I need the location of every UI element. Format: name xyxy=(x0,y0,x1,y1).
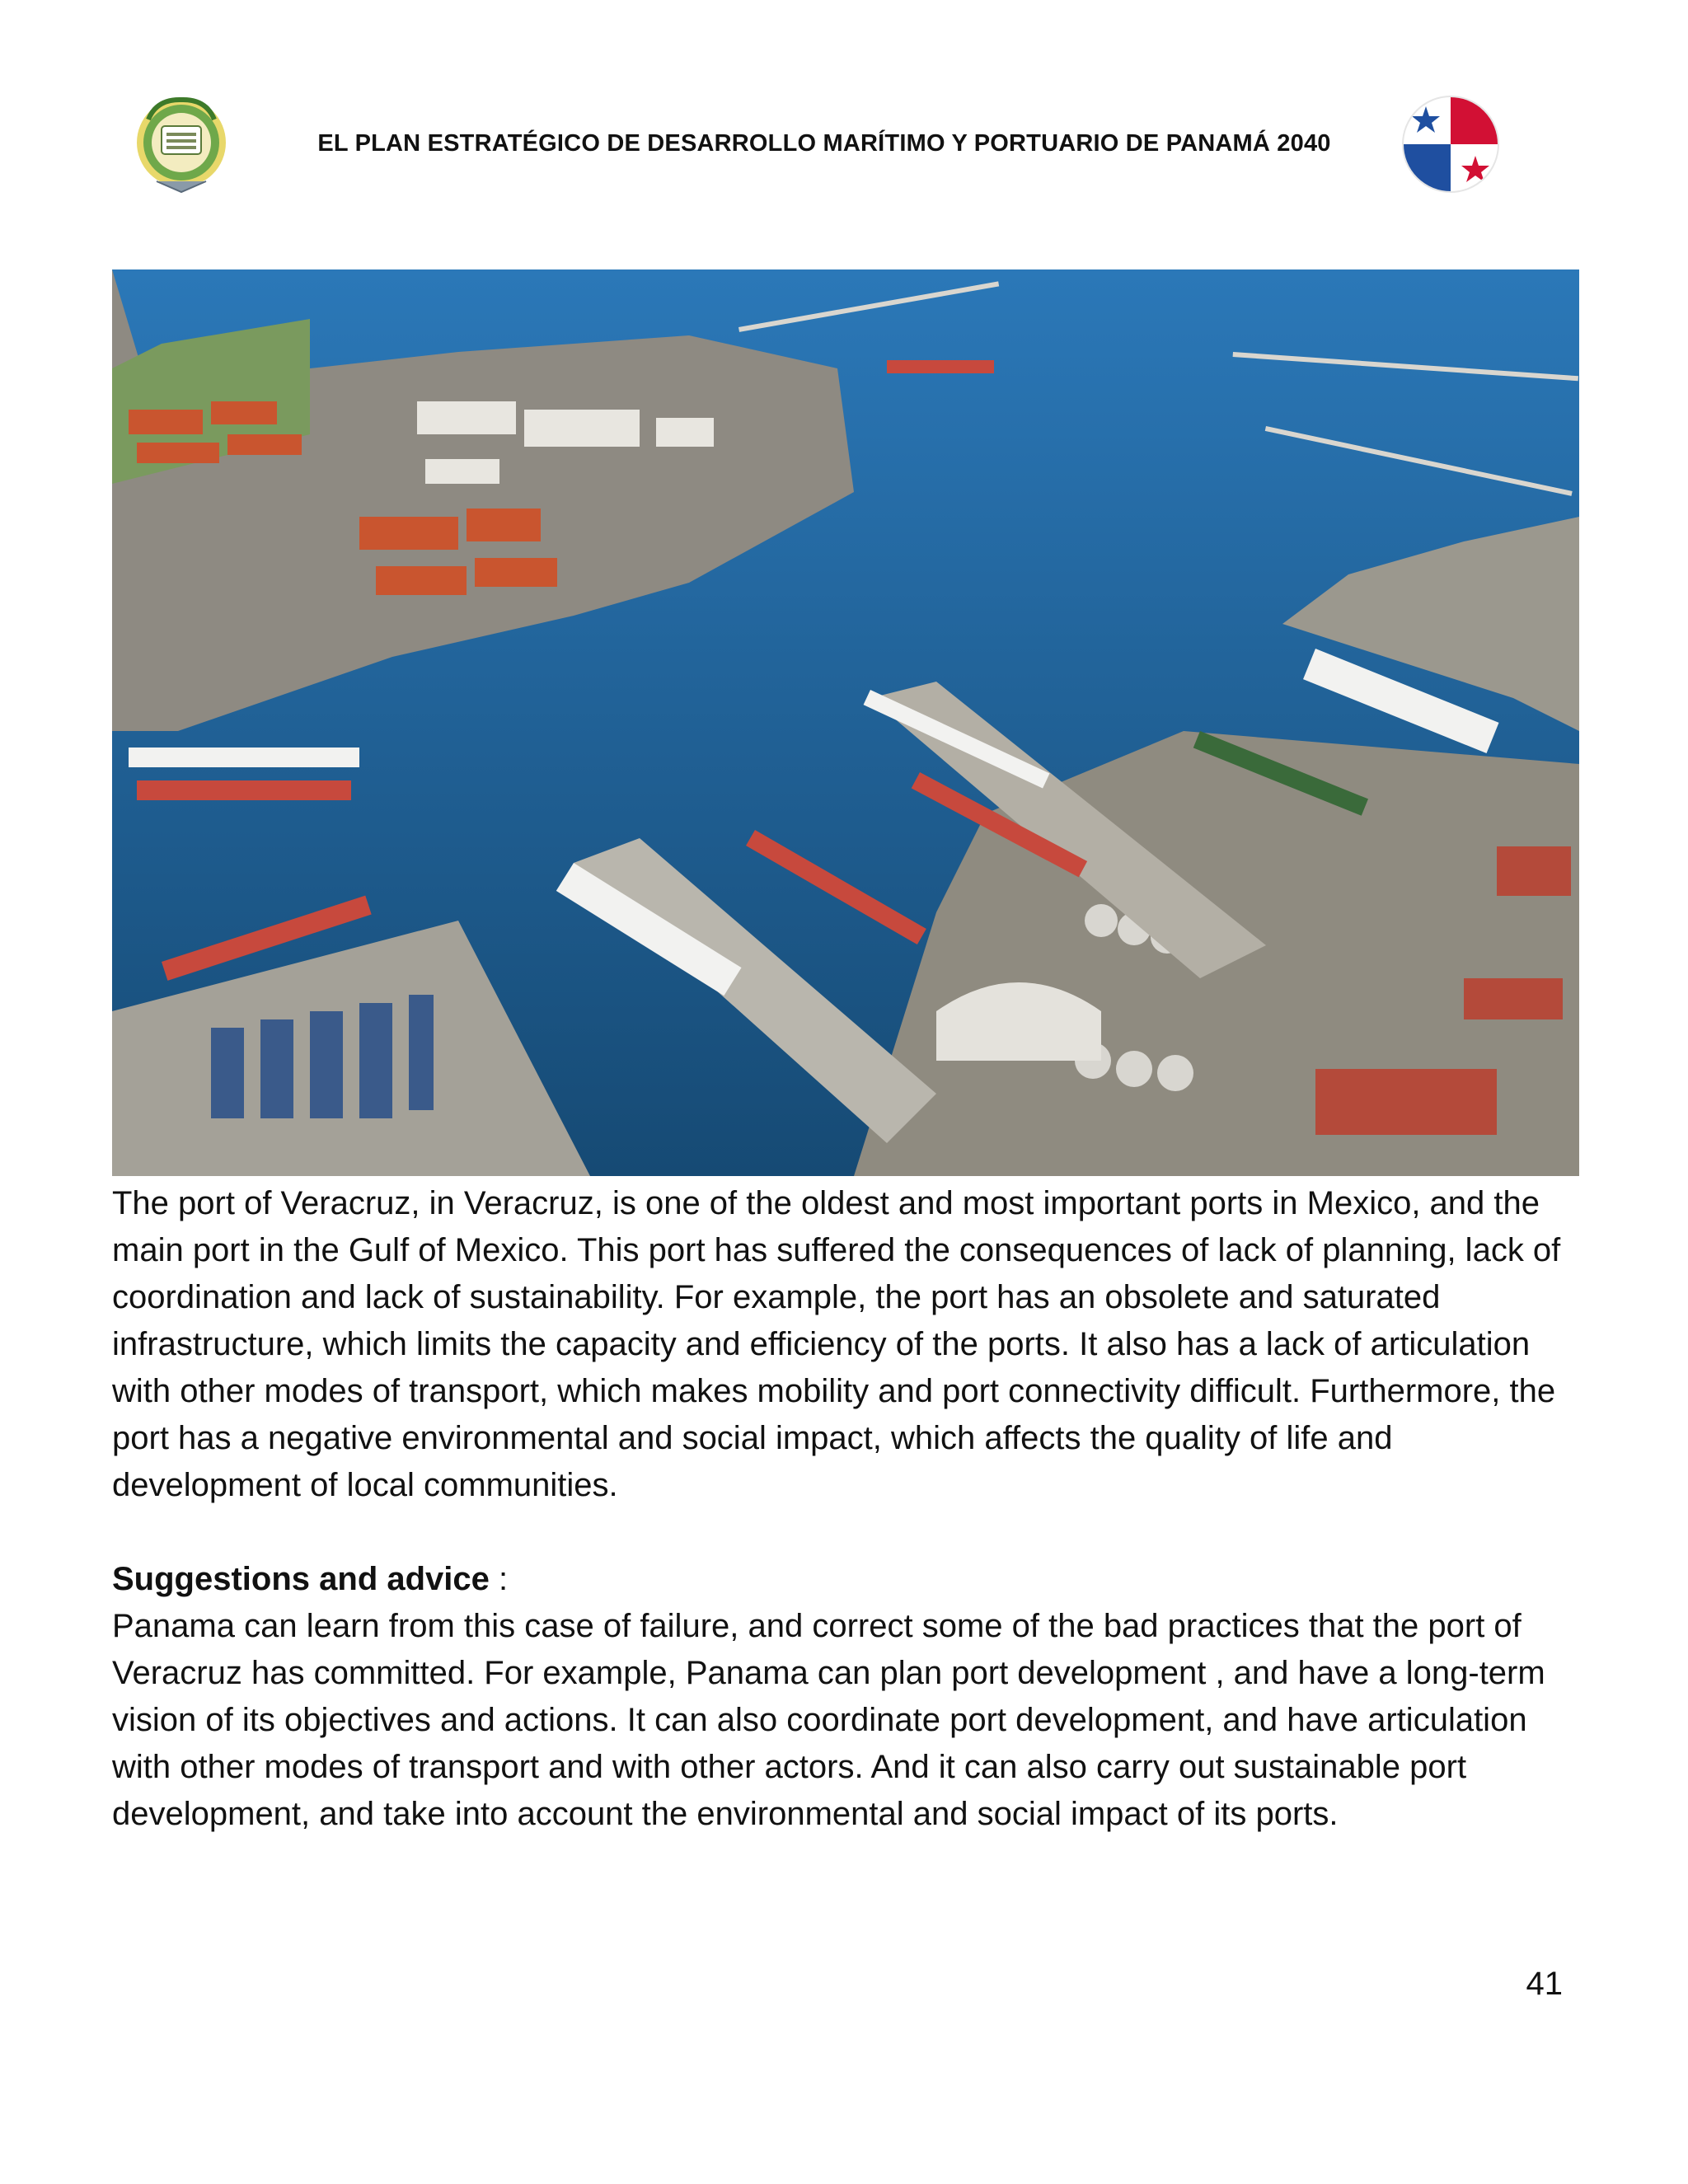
suggestions-heading-line xyxy=(112,1556,1587,1603)
aerial-port-photo xyxy=(112,269,1579,1176)
page-number: 41 xyxy=(1526,1966,1563,2002)
article-body xyxy=(112,1180,1587,1838)
panama-flag-circle-icon xyxy=(1401,95,1500,194)
suggestions-heading: Suggestions and advice xyxy=(112,1561,490,1597)
paragraph-suggestions: Panama can learn from this case of failure, and correct some of the bad practices that the port of Veracruz has committed. For example, Panama can plan port development , and have a long-term vision of its objectives and actions. It can also coordinate port development, and have articulation with other modes of transport and with other actors. And it can also carry out sustainable port development, and take into account the environmental and social impact of its ports. xyxy=(112,1608,1545,1832)
paragraph-spacer xyxy=(112,1509,1587,1556)
paragraph-veracruz: The port of Veracruz, in Veracruz, is one of the oldest and most important ports in Mexico, and the main port in the Gulf of Mexico. This port has suffered the consequences of lack of planning, lack of coordination and lack of sustainability. For example, the port has an obsolete and saturated infrastructure, which limits the capacity and efficiency of the ports. It also has a lack of articulation with other modes of transport, which makes mobility and port connectivity difficult. Furthermore, the port has a negative environmental and social impact, which affects the quality of life and development of local communities. xyxy=(112,1185,1561,1503)
university-seal-icon xyxy=(132,95,231,198)
document-title: EL PLAN ESTRATÉGICO DE DESARROLLO MARÍTIMO Y PORTUARIO DE PANAMÁ 2040 xyxy=(317,130,1331,157)
suggestions-heading-colon: : xyxy=(489,1561,509,1597)
